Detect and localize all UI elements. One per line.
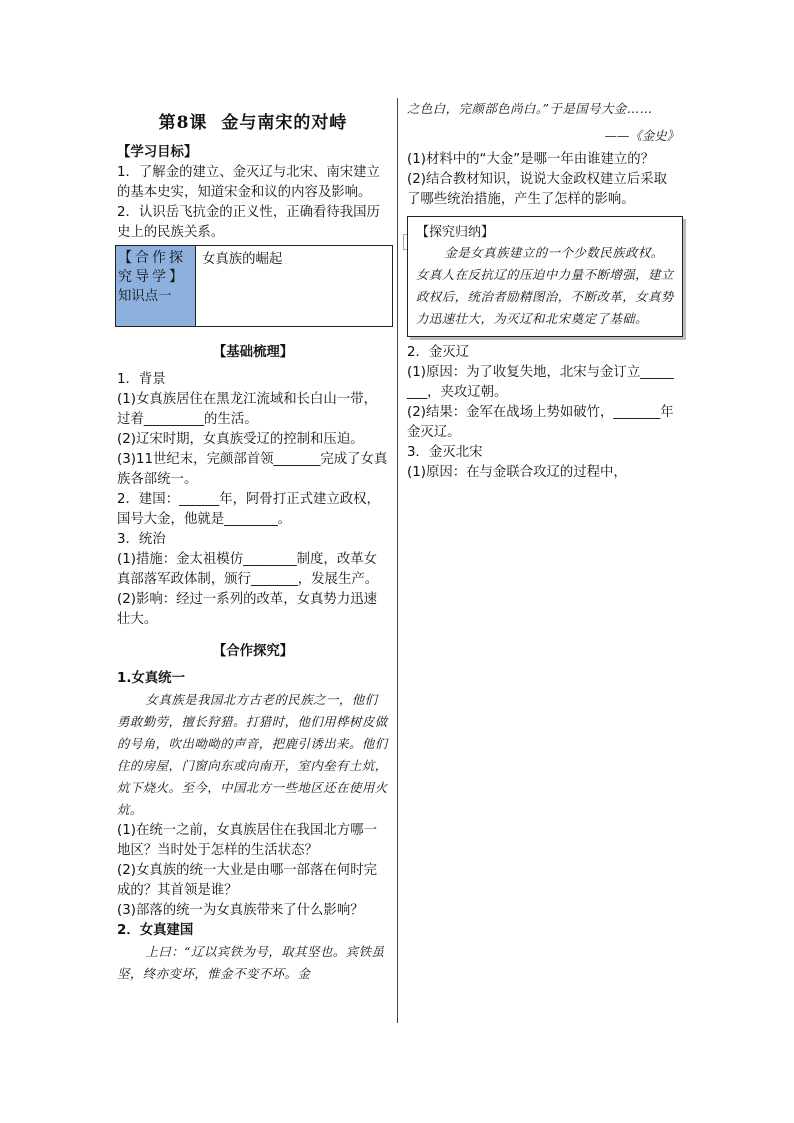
summary-text: 金是女真族建立的一个少数民族政权。女真人在反抗辽的压迫中力量不断增强，建立政权后，统治者励精图治，不断改革，女真势力迅速壮大，为灭辽和北宋奠定了基础。 <box>416 245 674 326</box>
question-unify-1: (1)在统一之前，女真族居住在我国北方哪一地区？当时处于怎样的生活状态？ <box>117 823 377 858</box>
objective-item-2: 2．认识岳飞抗金的正义性，正确看待我国历史上的民族关系。 <box>117 205 380 240</box>
page-title <box>117 108 389 133</box>
coop-guide-topic: 女真族的崛起 <box>202 252 283 267</box>
right-column <box>407 98 679 483</box>
material-source: ——《金史》 <box>604 128 679 143</box>
basics-line: 1．背景 <box>117 372 166 387</box>
right-line: (1)原因：在与金联合攻辽的过程中， <box>407 465 627 480</box>
right-line: 3．金灭北宋 <box>407 445 483 460</box>
basics-line: (2)辽宋时期，女真族受辽的控制和压迫。 <box>117 432 364 447</box>
right-line: (2)结果：金军在战场上势如破竹，_______年金灭辽。 <box>407 405 674 440</box>
basics-line: 3．统治 <box>117 532 166 547</box>
summary-wrap <box>407 216 679 337</box>
summary-box <box>407 216 683 337</box>
question-founding-2: (2)结合教材知识，说说大金政权建立后采取了哪些统治措施，产生了怎样的影响。 <box>407 172 667 207</box>
objectives-heading: 【学习目标】 <box>117 145 198 160</box>
basics-heading: 【基础梳理】 <box>212 345 294 360</box>
question-unify-3: (3)部落的统一为女真族带来了什么影响？ <box>117 903 364 918</box>
basics-line: (1)措施：金太祖模仿________制度，改革女真部落军政体制，颁行_______，发展生产。 <box>117 552 379 587</box>
coop-heading: 【合作探究】 <box>212 644 294 659</box>
material-text-unify: 女真族是我国北方古老的民族之一，他们勇敢勤劳，擅长狩猎。打猎时，他们用桦树皮做的号角，吹出呦呦的声音，把鹿引诱出来。他们住的房屋，门窗向东或向南开，室内垒有土炕，炕下烧火。至今，中国北方一些地区还在使用火炕。 <box>117 692 388 817</box>
coop-guide-label <box>116 246 196 326</box>
basics-line: (3)11世纪末，完颜部首领_______完成了女真族各部统一。 <box>117 452 388 487</box>
right-line: (1)原因：为了收复失地，北宋与金订立________，夹攻辽朝。 <box>407 365 674 400</box>
lesson-name: 金与南宋的对峙 <box>221 113 348 133</box>
coop-guide-box <box>115 245 393 327</box>
section-title-unify: 1.女真统一 <box>117 671 185 686</box>
coop-guide-label-main: 【合作探究导学】 <box>118 250 186 285</box>
coop-guide-label-sub: 知识点一 <box>118 289 172 304</box>
lesson-number: 第8课 <box>158 113 208 133</box>
left-column <box>117 98 389 985</box>
basics-line: (1)女真族居住在黑龙江流域和长白山一带，过着_________的生活。 <box>117 392 377 427</box>
objective-item-1: 1．了解金的建立、金灭辽与北宋、南宋建立的基本史实，知道宋金和议的内容及影响。 <box>117 165 380 200</box>
basics-line: (2)影响：经过一系列的改革，女真势力迅速壮大。 <box>117 592 377 627</box>
right-line: 2．金灭辽 <box>407 345 470 360</box>
material-text-founding-start: 上曰：“辽以宾铁为号，取其坚也。宾铁虽坚，终亦变坏，惟金不变不坏。金 <box>117 944 385 981</box>
material-text-founding-end: 之色白，完颜部色尚白。”于是国号大金…… <box>407 101 653 116</box>
section-title-founding: 2．女真建国 <box>117 923 194 938</box>
question-unify-2: (2)女真族的统一大业是由哪一部落在何时完成的？其首领是谁？ <box>117 863 377 898</box>
question-founding-1: (1)材料中的“大金”是哪一年由谁建立的？ <box>407 152 655 167</box>
column-divider <box>397 98 398 1023</box>
basics-line: 2．建国：______年，阿骨打正式建立政权，国号大金，他就是________。 <box>117 492 380 527</box>
summary-title: 【探究归纳】 <box>416 225 495 240</box>
